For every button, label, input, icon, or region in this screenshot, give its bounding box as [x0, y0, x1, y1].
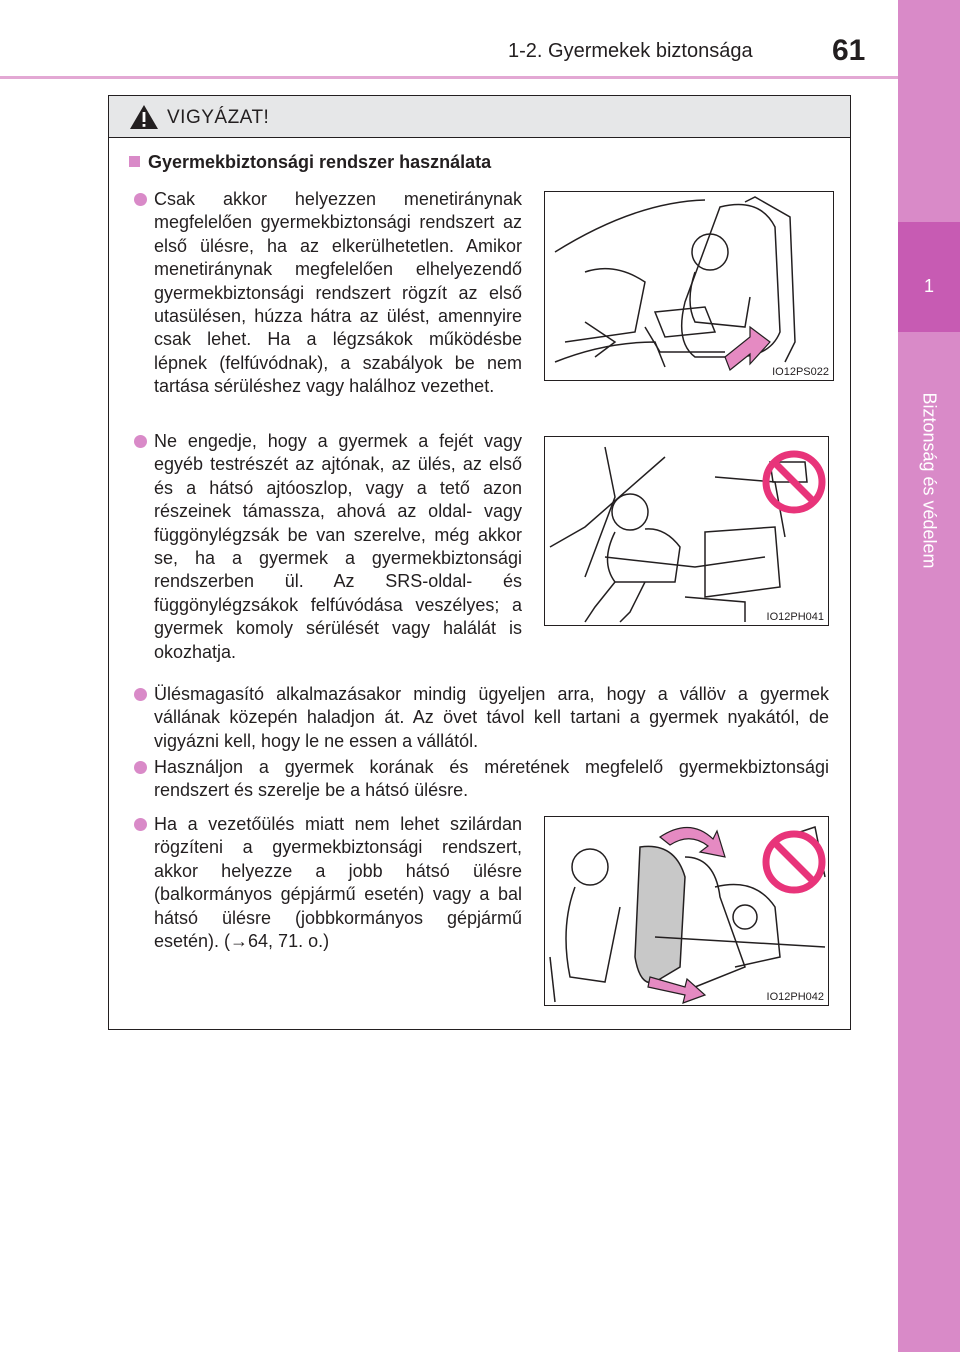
warning-item-text: Ne engedje, hogy a gyermek a fejét vagy egyéb testrészét az ajtónak, az ülés, az első és a hátsó ajtóoszlop, vagy a tető azon részeinek támassza, ahová az oldal- vagy függönylégzsák be van szerelve, még akkor se, ha a gyermek a gyermekbiztonsági rendszerben ül. Az SRS-oldal- és függönylégzsákok felfúvódása veszélyes; a gyermek komoly sérülését vagy halálát is okozhatja. [154, 431, 522, 662]
warning-header [109, 96, 850, 138]
round-bullet-icon [134, 688, 147, 701]
warning-item-text: Használjon a gyermek korának és méretének megfelelő gyermekbiztonsági rendszert és szerelje be a hátsó ülésre. [154, 757, 829, 801]
header-title: 1-2. Gyermekek biztonsága [508, 40, 753, 62]
round-bullet-icon [134, 761, 147, 774]
figure-code: IO12PS022 [772, 366, 829, 378]
figure-code: IO12PH041 [766, 611, 824, 623]
round-bullet-icon [134, 193, 147, 206]
section-heading-text: Gyermekbiztonsági rendszer használata [148, 152, 492, 172]
warning-item-text: Csak akkor helyezzen menetiránynak megfelelően gyermekbiztonsági rendszert az első ülésre, ha az elkerülhetetlen. Amikor menetiránynak megfelelően elhelyezendő gyermekbiztonsági rendszert rögzít az első utasülésen, húzza hátra az ülést, amennyire csak lehet. Ha a légzsákok működésbe lépnek (felfúvódnak), a szabályok be nem tartása sérüléshez vagy halálhoz vezethet. [154, 189, 522, 397]
page-number: 61 [832, 34, 866, 67]
section-heading [129, 152, 491, 173]
header-rule [0, 76, 898, 79]
side-tab [898, 0, 960, 1352]
warning-triangle-icon [129, 104, 159, 130]
square-bullet-icon [129, 156, 140, 167]
chapter-number: 1 [923, 276, 934, 296]
warning-item-text: Ha a vezetőülés miatt nem lehet szilárdan rögzíteni a gyermekbiztonsági rendszert, akkor helyezze a jobb hátsó ülésre (balkormányos gépjármű esetén) vagy a bal hátsó ülésre (jobbkormányos gépjármű esetén). (→64, 71. o.) [154, 814, 522, 952]
warning-item [154, 756, 829, 803]
figure-front-seat-child-restraint [544, 191, 834, 381]
chapter-title: Biztonság és védelem [919, 392, 940, 569]
warning-item [154, 813, 522, 953]
round-bullet-icon [134, 435, 147, 448]
warning-item [154, 683, 829, 753]
prohibition-icon [761, 829, 827, 895]
warning-title: VIGYÁZAT! [167, 107, 270, 128]
figure-code: IO12PH042 [766, 991, 824, 1003]
front-seat-child-seat-illustration [545, 192, 834, 381]
round-bullet-icon [134, 818, 147, 831]
prohibition-icon [761, 449, 827, 515]
warning-item [154, 430, 522, 664]
warning-box [108, 95, 851, 1030]
warning-item [154, 188, 522, 399]
warning-item-text: Ülésmagasító alkalmazásakor mindig ügyeljen arra, hogy a vállöv a gyermek vállának közepén haladjon át. Az övet távol kell tartani a gyermek nyakától, de vigyázni kell, hogy le ne essen a vállától. [154, 684, 829, 751]
